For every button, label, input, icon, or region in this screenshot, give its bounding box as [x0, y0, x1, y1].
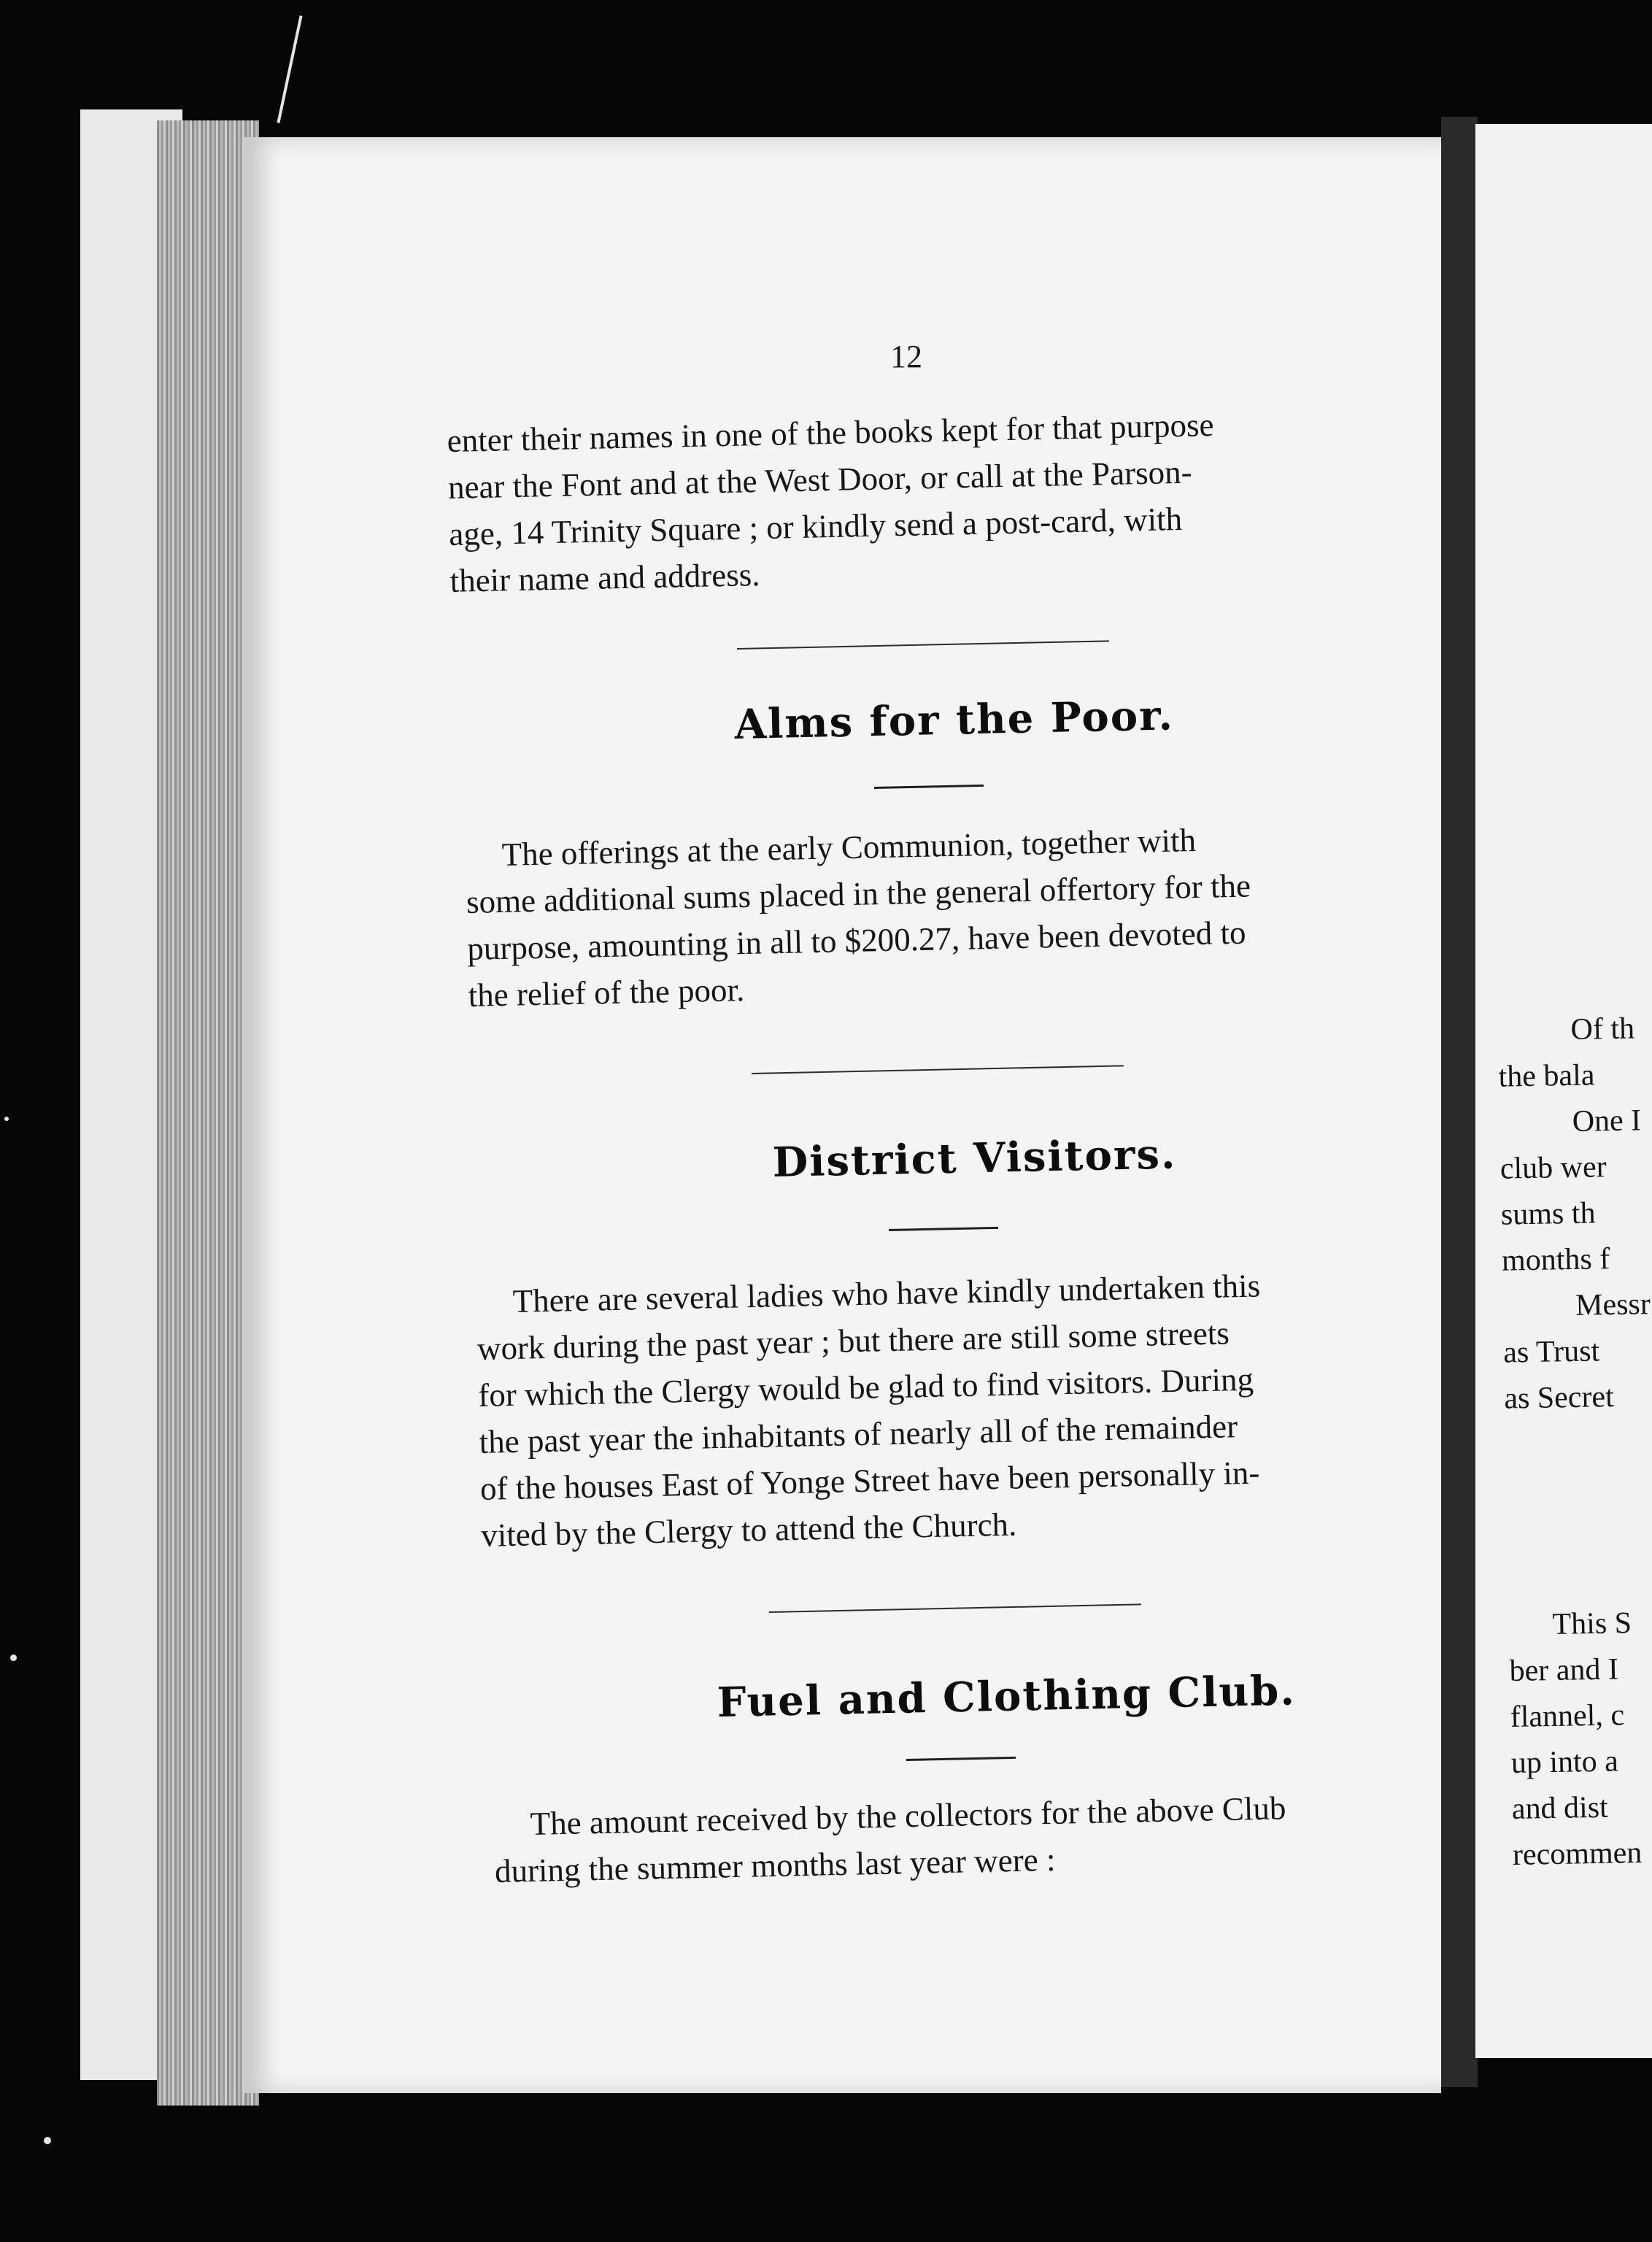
page-edges — [157, 120, 259, 2106]
facing-text-line: One I — [1572, 1103, 1642, 1139]
facing-text-line: flannel, c — [1510, 1698, 1625, 1735]
facing-page-text-area — [1475, 949, 1651, 1971]
text-line: There are several ladies who have kindly undertaken this — [512, 1267, 1261, 1320]
text-line: enter their names in one of the books kept for that purpose — [447, 406, 1214, 459]
text-line: purpose, amounting in all to $200.27, have been devoted to — [466, 914, 1246, 967]
text-line: some additional sums placed in the general offertory for the — [466, 867, 1251, 920]
section-heading-visitors: District Visitors. — [772, 1130, 1178, 1187]
facing-text-line: ber and I — [1509, 1652, 1619, 1689]
section-heading-alms: Alms for the Poor. — [734, 691, 1175, 749]
dust-speck — [44, 2137, 51, 2144]
facing-page-block — [1498, 1006, 1651, 1421]
dust-speck — [4, 1117, 9, 1121]
facing-text-line: as Secret — [1503, 1380, 1615, 1416]
text-line: the past year the inhabitants of nearly all of the remainder — [479, 1408, 1238, 1460]
alms-paragraph — [465, 815, 1253, 1018]
text-line: age, 14 Trinity Square ; or kindly send a post-card, with — [448, 500, 1183, 552]
book-gutter — [1441, 117, 1478, 2087]
scan-mark — [277, 15, 302, 123]
facing-text-line: months f — [1501, 1242, 1610, 1278]
dust-speck — [10, 1654, 17, 1661]
facing-text-line: This S — [1552, 1606, 1632, 1641]
fuel-club-paragraph — [493, 1784, 1287, 1895]
facing-text-line: and dist — [1511, 1790, 1609, 1827]
text-line: vited by the Clergy to attend the Church. — [480, 1506, 1017, 1554]
text-line: The offerings at the early Communion, together with — [501, 822, 1197, 873]
facing-text-line: up into a — [1510, 1744, 1619, 1781]
text-line: their name and address. — [449, 556, 760, 599]
section-heading-fuel-club: Fuel and Clothing Club. — [717, 1666, 1297, 1727]
facing-text-line: as Trust — [1502, 1334, 1600, 1370]
text-line: the relief of the poor. — [468, 971, 745, 1014]
text-line: work during the past year ; but there are still some streets — [476, 1314, 1230, 1367]
text-line: near the Font and at the West Door, or call at the Parson- — [447, 453, 1193, 506]
page-number: 12 — [890, 339, 922, 374]
text-line: The amount received by the collectors for the above Club — [530, 1790, 1286, 1842]
facing-text-line: the bala — [1498, 1058, 1595, 1094]
text-line: of the houses East of Yonge Street have been personally in- — [479, 1454, 1260, 1507]
facing-text-line: recommen — [1512, 1835, 1643, 1872]
text-line: for which the Clergy would be glad to find visitors. During — [477, 1360, 1254, 1414]
facing-text-line: club wer — [1499, 1150, 1607, 1186]
continuation-paragraph — [447, 401, 1217, 604]
visitors-paragraph — [476, 1262, 1265, 1558]
facing-text-line: sums th — [1500, 1196, 1596, 1232]
facing-text-line: Of th — [1570, 1012, 1635, 1047]
facing-text-line: Messr — [1575, 1287, 1651, 1322]
facing-page-block — [1509, 1600, 1643, 1878]
text-line: during the summer months last year were : — [494, 1841, 1056, 1889]
